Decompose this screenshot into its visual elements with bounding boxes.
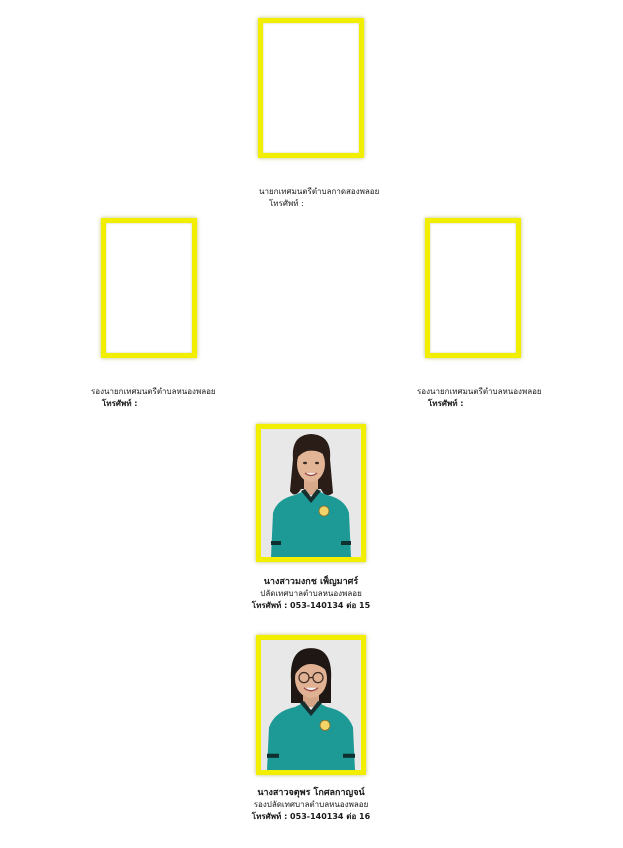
deputy-left-phone: โทรศัพท์ : [102,399,138,408]
mayor-caption [259,186,379,210]
person1-photo [261,429,361,557]
deputy-right-caption [417,386,542,410]
deputy-right-phone: โทรศัพท์ : [428,399,464,408]
mayor-position: นายกเทศมนตรีตำบลกาดสองพลอย [259,187,380,196]
deputy-right-photo-frame [425,218,521,358]
person1-photo-frame [256,424,366,562]
person2-photo-frame [256,635,366,775]
deputy-right-position: รองนายกเทศมนตรีตำบลหนองพลอย [417,387,542,396]
person2-position: รองปลัดเทศบาลตำบลหนองพลอย [253,800,369,809]
person2-name: นางสาวจตุพร โกศลกาญจน์ [257,788,365,798]
mayor-phone: โทรศัพท์ : [269,199,304,208]
mayor-photo-frame [258,18,364,158]
person1-position: ปลัดเทศบาลตำบลหนองพลอย [260,589,362,598]
person2-phone: โทรศัพท์ : 053-140134 ต่อ 16 [251,812,371,821]
person2-caption [216,787,406,823]
person1-phone: โทรศัพท์ : 053-140134 ต่อ 15 [251,601,371,610]
person1-caption [226,576,396,612]
person2-photo [261,640,361,770]
deputy-left-position: รองนายกเทศมนตรีตำบลหนองพลอย [91,387,216,396]
person1-name: นางสาวมงกช เพ็ญมาศร์ [263,577,359,587]
deputy-left-caption [91,386,216,410]
deputy-left-photo-frame [101,218,197,358]
